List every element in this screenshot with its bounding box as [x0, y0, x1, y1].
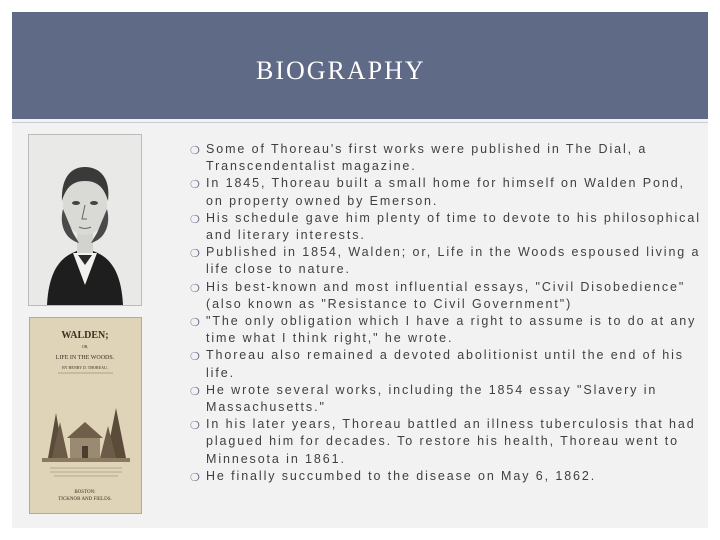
- circle-bullet-icon: ❍: [190, 179, 200, 192]
- list-item: ❍ "The only obligation which I have a right to assume is to do at any time what I think right," he wrote.: [190, 314, 697, 346]
- circle-bullet-icon: ❍: [190, 317, 200, 330]
- slide: [12, 12, 708, 528]
- book-subtitle-connector: OR,: [81, 344, 89, 349]
- walden-book-cover-image: [29, 317, 142, 514]
- list-item: ❍ Some of Thoreau's first works were published in The Dial, a Transcendentalist magazine.: [190, 142, 648, 174]
- list-item: ❍ Thoreau also remained a devoted abolitionist until the end of his life.: [190, 348, 684, 380]
- circle-bullet-icon: ❍: [190, 282, 200, 295]
- list-item: ❍ His schedule gave him plenty of time to devote to his philosophical and literary interests.: [190, 210, 701, 243]
- book-title: WALDEN;: [61, 330, 109, 341]
- slide-title: BIOGRAPHY: [256, 56, 426, 85]
- list-item: ❍ In 1845, Thoreau built a small home for himself on Walden Pond, on property owned by Emerson.: [190, 176, 685, 208]
- list-item: ❍ Published in 1854, Walden; or, Life in the Woods espoused living a life close to nature.: [190, 245, 701, 277]
- title-bar: [12, 12, 708, 119]
- book-author: BY HENRY D. THOREAU,: [62, 365, 108, 370]
- list-item: ❍ He wrote several works, including the 1854 essay "Slavery in Massachusetts.": [190, 382, 658, 415]
- bullet-list: [190, 141, 702, 485]
- circle-bullet-icon: ❍: [190, 420, 200, 433]
- circle-bullet-icon: ❍: [190, 471, 200, 484]
- list-item: ❍ In his later years, Thoreau battled an illness tuberculosis that had plagued him for decades. To restore his health, Thoreau went to Minnesota in 1861.: [190, 417, 696, 466]
- thoreau-portrait-image: [28, 134, 142, 306]
- divider: [12, 122, 708, 123]
- list-item: ❍ He finally succumbed to the disease on May 6, 1862.: [190, 468, 702, 485]
- circle-bullet-icon: ❍: [190, 385, 200, 398]
- list-item: ❍ His best-known and most influential essays, "Civil Disobedience" (also known as "Resistance to Civil Government"): [190, 279, 686, 311]
- circle-bullet-icon: ❍: [190, 351, 200, 364]
- circle-bullet-icon: ❍: [190, 213, 200, 226]
- book-publisher-city: BOSTON:: [74, 490, 96, 495]
- circle-bullet-icon: ❍: [190, 248, 200, 261]
- circle-bullet-icon: ❍: [190, 145, 200, 157]
- book-publisher-name: TICKNOR AND FIELDS.: [58, 497, 112, 502]
- book-subtitle: LIFE IN THE WOODS.: [55, 355, 115, 361]
